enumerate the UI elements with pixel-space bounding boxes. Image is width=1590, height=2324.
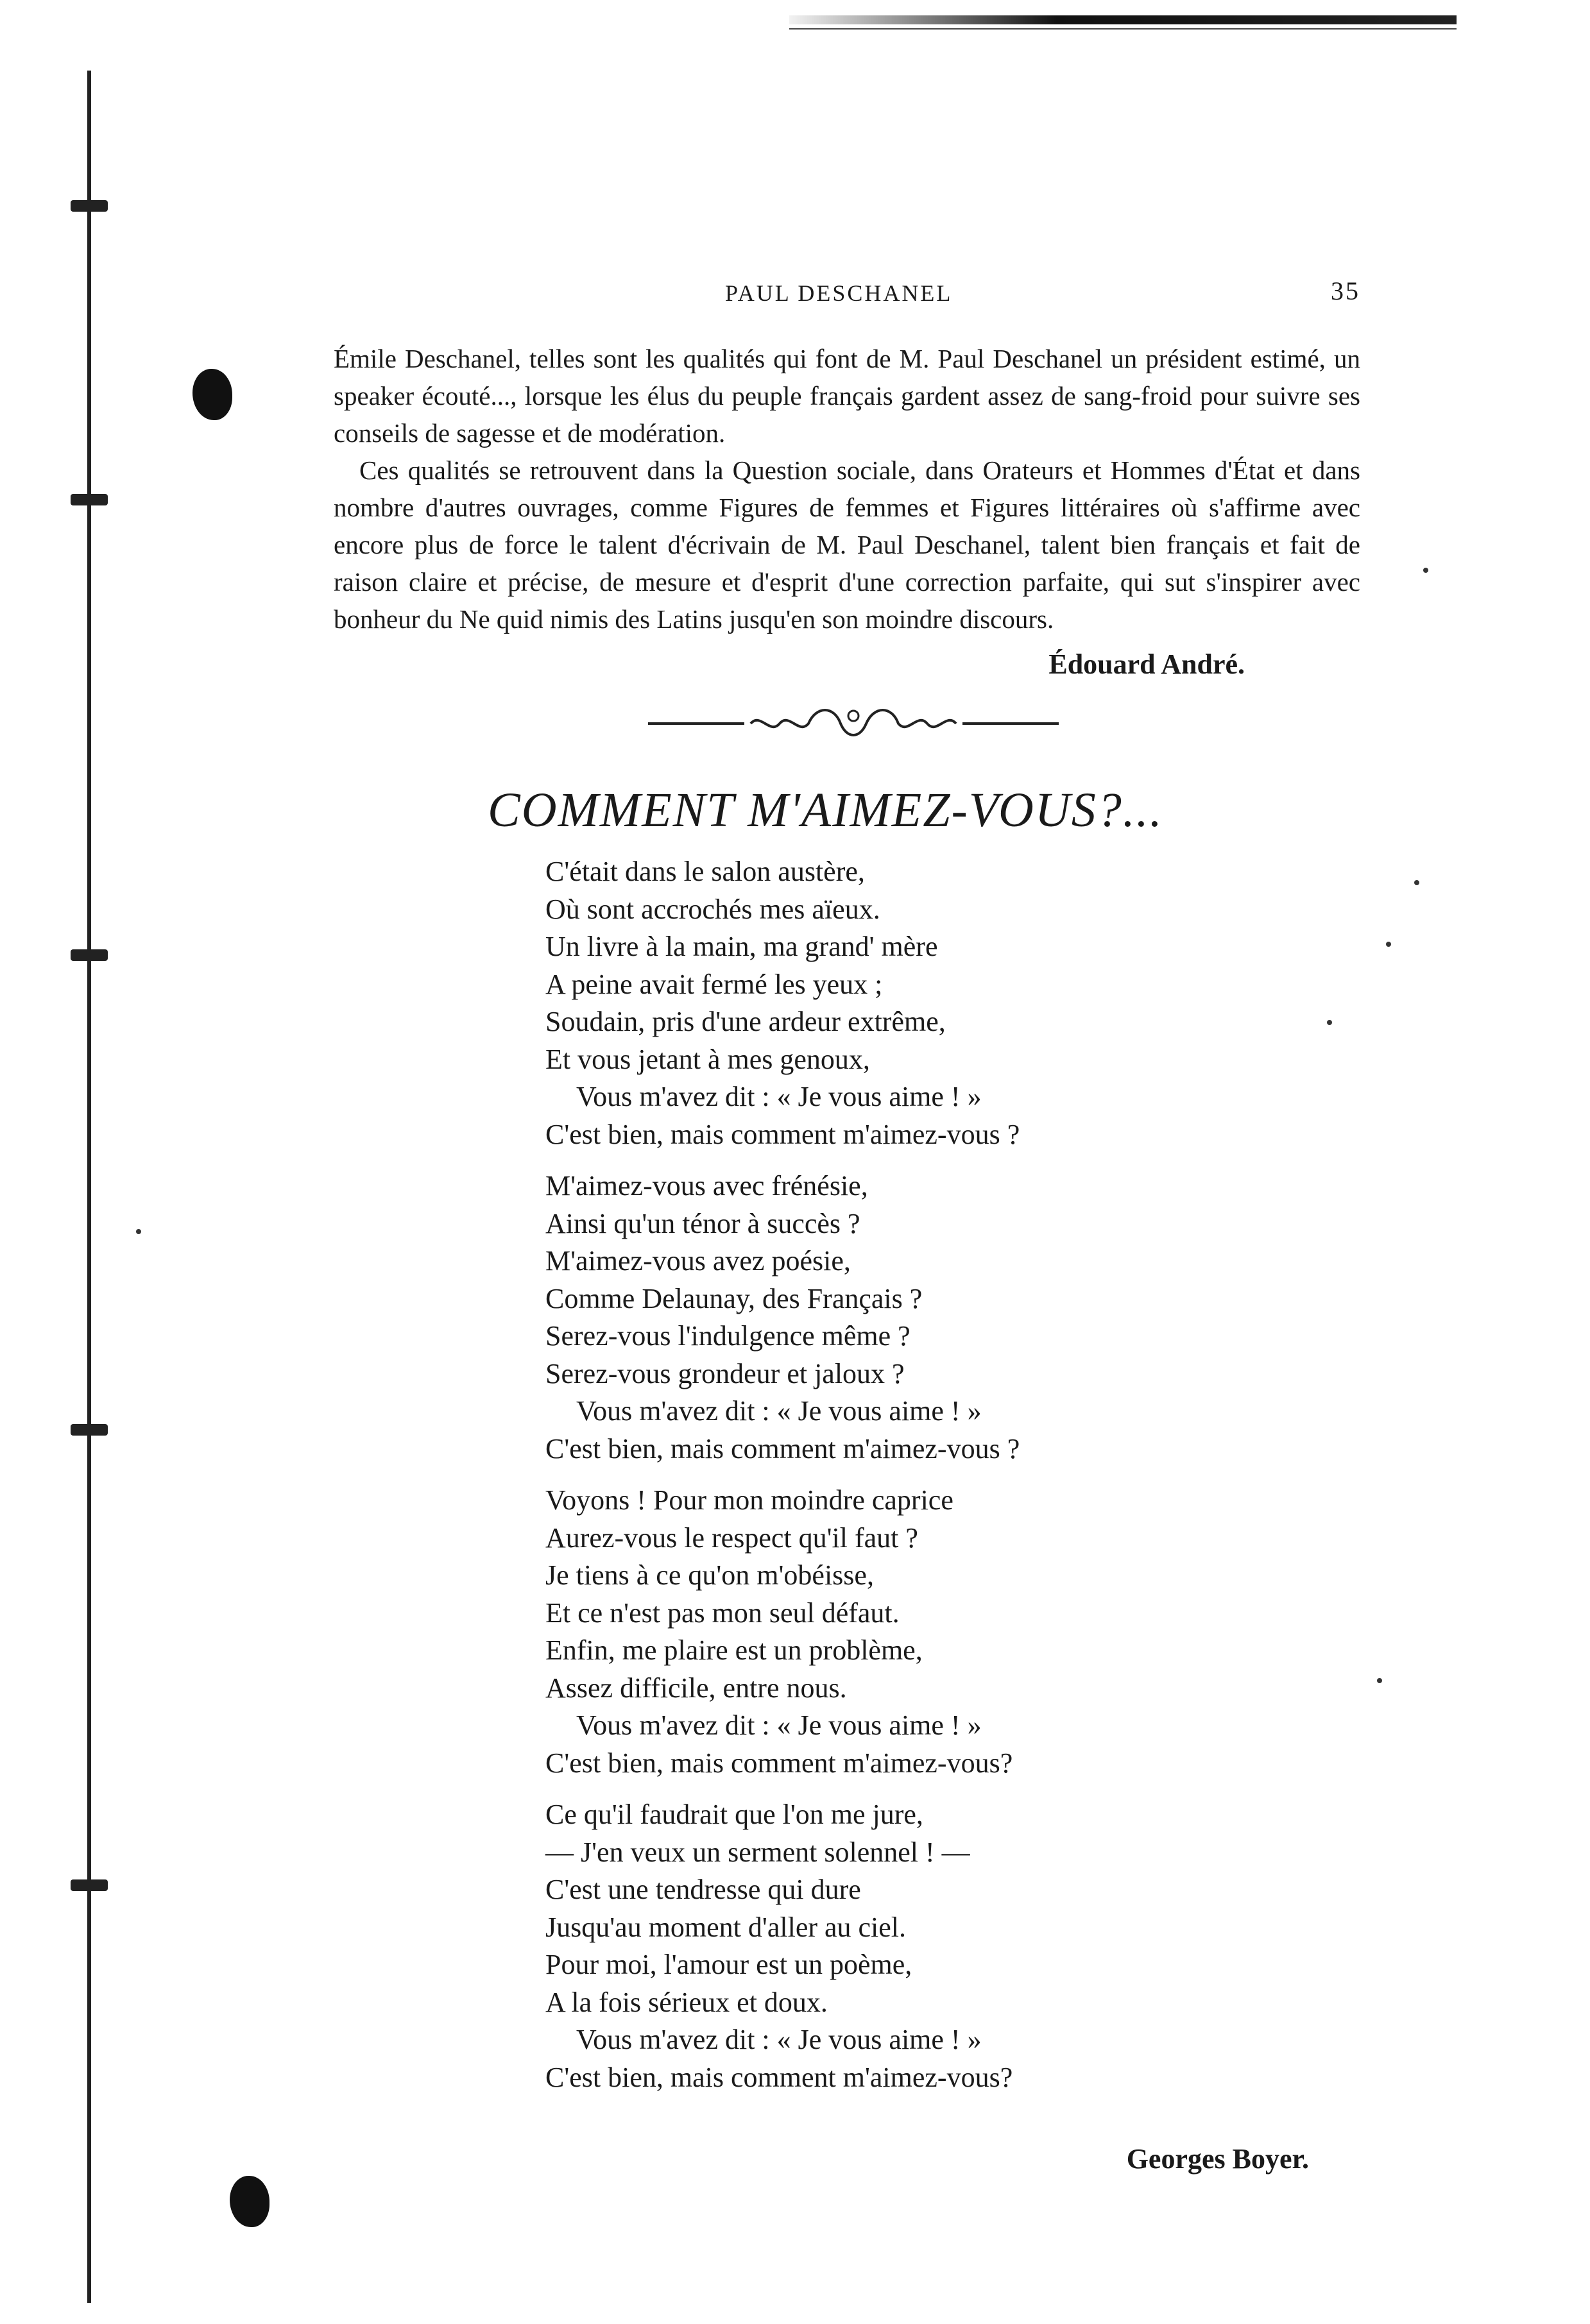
- verse-line: Vous m'avez dit : « Je vous aime ! »: [576, 1709, 982, 1741]
- binding-mark: [71, 949, 108, 961]
- top-scan-rule: [789, 15, 1457, 24]
- stanza: [545, 1796, 1315, 2096]
- verse-line: Enfin, me plaire est un problème,: [545, 1634, 923, 1666]
- verse-line: Assez difficile, entre nous.: [545, 1672, 847, 1704]
- ornament-divider: [648, 699, 1059, 744]
- verse-line: A la fois sérieux et doux.: [545, 1986, 828, 2018]
- verse-line: Et ce n'est pas mon seul défaut.: [545, 1597, 900, 1629]
- verse-line: Un livre à la main, ma grand' mère: [545, 931, 938, 962]
- verse-line: Vous m'avez dit : « Je vous aime ! »: [576, 1081, 982, 1112]
- verse-line: Jusqu'au moment d'aller au ciel.: [545, 1911, 907, 1943]
- poem-signature: Georges Boyer.: [1126, 2143, 1309, 2175]
- speck: [1327, 1020, 1332, 1025]
- verse-line: Ainsi qu'un ténor à succès ?: [545, 1207, 860, 1239]
- verse-line: M'aimez-vous avez poésie,: [545, 1245, 851, 1277]
- verse-line: Serez-vous l'indulgence même ?: [545, 1320, 910, 1352]
- verse-line: Pour moi, l'amour est un poème,: [545, 1949, 912, 1980]
- poem-title: COMMENT M'AIMEZ-VOUS?...: [488, 783, 1163, 837]
- stanza: [545, 1482, 1315, 1782]
- speck: [1423, 568, 1428, 573]
- verse-line: Voyons ! Pour mon moindre caprice: [545, 1484, 953, 1516]
- verse-line: Ce qu'il faudrait que l'on me jure,: [545, 1799, 923, 1830]
- verse-line: Vous m'avez dit : « Je vous aime ! »: [576, 2024, 982, 2055]
- verse-line: C'est bien, mais comment m'aimez-vous?: [545, 2061, 1013, 2093]
- top-scan-rule-thin: [789, 28, 1457, 30]
- verse-line: Aurez-vous le respect qu'il faut ?: [545, 1522, 918, 1554]
- poem: [545, 853, 1315, 2110]
- article-text: [334, 340, 1360, 638]
- binding-edge: [87, 71, 91, 2303]
- verse-line: Je tiens à ce qu'on m'obéisse,: [545, 1559, 874, 1591]
- stanza: [545, 853, 1315, 1153]
- binding-mark: [71, 1879, 108, 1891]
- verse-line: Et vous jetant à mes genoux,: [545, 1043, 870, 1075]
- article-signature: Édouard André.: [1048, 649, 1245, 680]
- running-head: [334, 276, 1360, 314]
- speck: [1377, 1678, 1382, 1683]
- verse-line: Soudain, pris d'une ardeur extrême,: [545, 1006, 946, 1037]
- paragraph: Ces qualités se retrouvent dans la Question sociale, dans Orateurs et Hommes d'État et dans nombre d'autres ouvrages, comme Figures de femmes et Figures littéraires où s'affirme avec encore plus de force le talent d'écrivain de M. Paul Deschanel, talent bien français et fait de raison claire et précise, de mesure et d'esprit d'une correction parfaite, qui sut s'inspirer avec bonheur du Ne quid nimis des Latins jusqu'en son moindre discours.: [334, 455, 1360, 634]
- binding-mark: [71, 1424, 108, 1436]
- stanza: [545, 1167, 1315, 1468]
- verse-line: C'est bien, mais comment m'aimez-vous?: [545, 1747, 1013, 1779]
- verse-line: Vous m'avez dit : « Je vous aime ! »: [576, 1395, 982, 1427]
- verse-line: M'aimez-vous avec frénésie,: [545, 1170, 868, 1201]
- verse-line: C'est bien, mais comment m'aimez-vous ?: [545, 1432, 1020, 1464]
- ink-blot: [192, 369, 232, 420]
- verse-line: C'est bien, mais comment m'aimez-vous ?: [545, 1118, 1020, 1150]
- verse-line: C'est une tendresse qui dure: [545, 1874, 861, 1905]
- verse-line: A peine avait fermé les yeux ;: [545, 968, 883, 1000]
- binding-mark: [71, 200, 108, 212]
- verse-line: C'était dans le salon austère,: [545, 856, 865, 887]
- verse-line: Serez-vous grondeur et jaloux ?: [545, 1357, 905, 1389]
- page-number: 35: [1331, 276, 1360, 305]
- running-title: PAUL DESCHANEL: [725, 280, 953, 306]
- paragraph: Émile Deschanel, telles sont les qualités qui font de M. Paul Deschanel un président estimé, un speaker écouté..., lorsque les élus du peuple français gardent assez de sang-froid pour suivre ses conseils de sagesse et de modération.: [334, 344, 1360, 448]
- speck: [1414, 880, 1419, 885]
- speck: [136, 1229, 141, 1234]
- speck: [1386, 942, 1391, 947]
- verse-line: Comme Delaunay, des Français ?: [545, 1282, 923, 1314]
- verse-line: — J'en veux un serment solennel ! —: [545, 1836, 970, 1868]
- binding-mark: [71, 494, 108, 505]
- verse-line: Où sont accrochés mes aïeux.: [545, 893, 880, 925]
- ink-blot: [230, 2176, 269, 2227]
